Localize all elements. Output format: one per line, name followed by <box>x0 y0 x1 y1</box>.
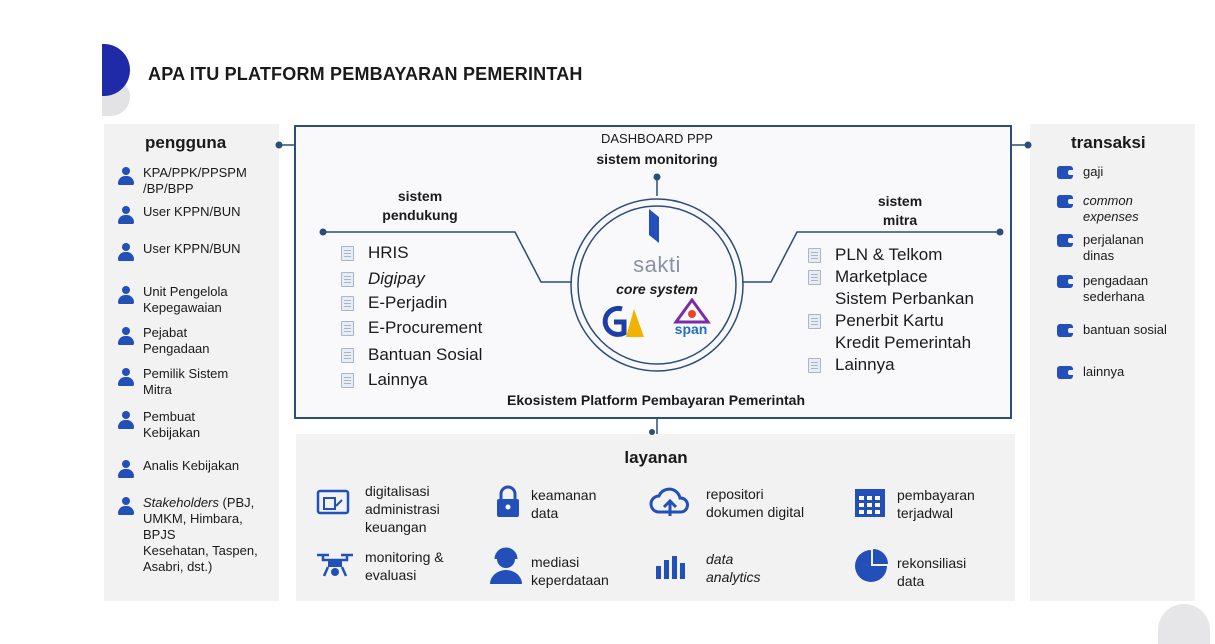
user-icon <box>118 460 134 480</box>
ga-logo-icon <box>598 303 646 341</box>
pengguna-item <box>118 241 273 263</box>
cloud-upload-icon <box>649 486 691 518</box>
pengguna-item-text: Unit Pengelola Kepegawaian <box>143 284 228 315</box>
transaksi-item-text: perjalanan dinas <box>1083 232 1144 263</box>
transaksi-item <box>1057 193 1192 225</box>
lock-icon <box>495 485 521 519</box>
pengguna-item-text: User KPPN/BUN <box>143 204 241 219</box>
transaksi-item <box>1057 273 1192 305</box>
transaksi-item-text: common expenses <box>1083 193 1139 224</box>
sakti-logo-icon <box>645 207 667 249</box>
layanan-title: layanan <box>624 448 688 467</box>
layanan-label: mediasi keperdataan <box>531 554 609 588</box>
wallet-icon <box>1057 275 1073 288</box>
pendukung-item-text: E-Perjadin <box>368 293 448 312</box>
ecosystem-label: Ekosistem Platform Pembayaran Pemerintah <box>506 392 805 408</box>
mitra-item: Sistem Perbankan <box>835 289 974 308</box>
mitra-item: Marketplace <box>808 266 1008 288</box>
user-icon <box>118 206 134 226</box>
user-icon <box>118 243 134 263</box>
pendukung-item-text: Lainnya <box>368 370 428 389</box>
page-title: APA ITU PLATFORM PEMBAYARAN PEMERINTAH <box>148 64 583 84</box>
bar-chart-icon <box>654 553 688 581</box>
mitra-list <box>808 244 1008 376</box>
pengguna-item <box>118 284 273 316</box>
pengguna-item <box>118 325 273 357</box>
pengguna-item-text: Pemilik Sistem Mitra <box>143 366 229 397</box>
dashboard-label: DASHBOARD PPP <box>601 131 713 146</box>
pendukung-item-text: Digipay <box>368 269 425 288</box>
pengguna-item <box>118 409 273 441</box>
layanan-label: repositori dokumen digital <box>706 486 805 520</box>
layanan-label: digitalisasi administrasi keuangan <box>365 483 440 535</box>
transaksi-item <box>1057 164 1192 180</box>
transaksi-item-text: lainnya <box>1083 364 1125 379</box>
drone-icon <box>315 550 355 580</box>
pendukung-item <box>341 344 482 366</box>
mitra-item: Kredit Pemerintah <box>835 333 972 352</box>
transaksi-item-text: bantuan sosial <box>1083 322 1167 337</box>
mitra-item: Penerbit Kartu <box>808 310 1008 332</box>
pendukung-item <box>341 369 428 391</box>
span-text: span <box>674 321 708 337</box>
transaksi-item <box>1057 364 1192 380</box>
document-icon <box>341 272 354 287</box>
pengguna-item-text: Analis Kebijakan <box>143 458 240 473</box>
pendukung-item-text: HRIS <box>368 243 409 262</box>
document-icon <box>341 348 354 363</box>
transaksi-item-text: gaji <box>1083 164 1104 179</box>
pengguna-item <box>118 204 273 226</box>
pendukung-item-text: E-Procurement <box>368 318 483 337</box>
transaksi-item <box>1057 322 1192 338</box>
pengguna-item-text: User KPPN/BUN <box>143 241 241 256</box>
sakti-text: sakti <box>633 252 681 277</box>
wallet-icon <box>1057 166 1073 179</box>
pendukung-title: sistem pendukung <box>382 188 458 223</box>
document-icon <box>808 358 821 373</box>
user-icon <box>118 497 134 517</box>
layanan-label: data analytics <box>706 551 761 585</box>
wallet-icon <box>1057 234 1073 247</box>
user-icon <box>118 286 134 306</box>
user-icon <box>118 327 134 347</box>
layanan-label: rekonsiliasi data <box>897 555 967 589</box>
document-icon <box>808 314 821 329</box>
transaksi-item <box>1057 232 1192 264</box>
pendukung-item <box>341 292 447 314</box>
pendukung-item <box>341 317 482 339</box>
document-icon <box>808 248 821 263</box>
pie-chart-icon <box>853 548 889 584</box>
digitalization-icon <box>316 488 352 518</box>
layanan-label: keamanan data <box>531 487 597 521</box>
pengguna-item-text: Pejabat Pengadaan <box>143 325 210 356</box>
mitra-item: PLN & Telkom <box>808 244 1008 266</box>
user-icon <box>118 167 134 187</box>
layanan-label: pembayaran terjadwal <box>897 487 975 521</box>
wallet-icon <box>1057 195 1073 208</box>
pendukung-item <box>341 242 409 264</box>
user-icon <box>118 411 134 431</box>
core-system-label: core system <box>616 281 698 297</box>
wallet-icon <box>1057 366 1073 379</box>
pengguna-item-text: Pembuat Kebijakan <box>143 409 201 440</box>
layanan-label: monitoring & evaluasi <box>365 549 444 583</box>
agent-icon <box>487 546 525 586</box>
document-icon <box>341 321 354 336</box>
stakeholders-item <box>118 495 273 575</box>
document-icon <box>341 246 354 261</box>
pendukung-item <box>341 268 425 290</box>
pengguna-title: pengguna <box>145 133 227 152</box>
monitoring-label: sistem monitoring <box>596 151 718 167</box>
pendukung-item-text: Bantuan Sosial <box>368 345 483 364</box>
wallet-icon <box>1057 324 1073 337</box>
calendar-icon <box>854 487 886 519</box>
document-icon <box>341 296 354 311</box>
transaksi-item-text: pengadaan sederhana <box>1083 273 1149 304</box>
document-icon <box>808 270 821 285</box>
mitra-item: Lainnya <box>808 354 1008 376</box>
user-icon <box>118 368 134 388</box>
document-icon <box>341 373 354 388</box>
mitra-title: sistem mitra <box>877 193 923 228</box>
pengguna-item <box>118 366 273 398</box>
pengguna-item <box>118 165 273 197</box>
pengguna-item-text: KPA/PPK/PPSPM /BP/BPP <box>143 165 247 196</box>
pengguna-item <box>118 458 273 480</box>
transaksi-title: transaksi <box>1071 133 1146 152</box>
stakeholders-text: Stakeholders (PBJ, UMKM, Himbara, BPJS Kesehatan, Taspen, Asabri, dst.) <box>143 495 258 574</box>
